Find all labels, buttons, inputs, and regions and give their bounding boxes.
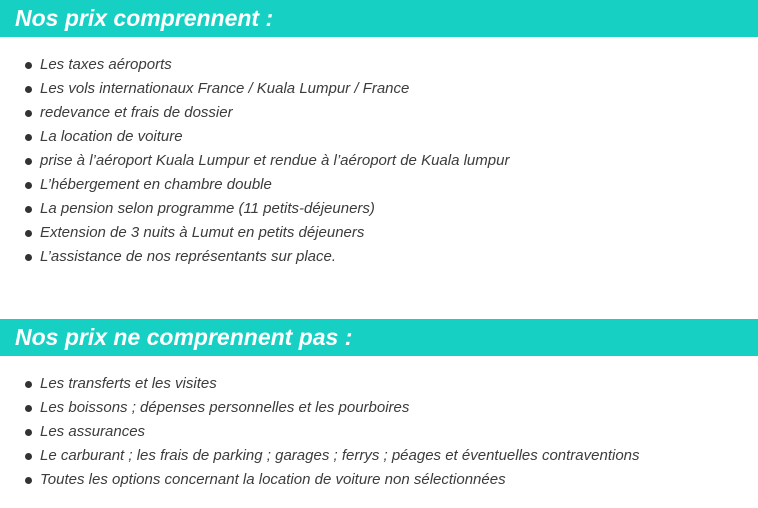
- bullet-icon: [25, 381, 32, 388]
- list-item-text: La pension selon programme (11 petits-déjeuners): [40, 200, 375, 217]
- list-item: [0, 197, 758, 221]
- list-item: [0, 245, 758, 269]
- list-item: [0, 149, 758, 173]
- excluded-section-title: Nos prix ne comprennent pas :: [0, 319, 758, 356]
- list-item-text: La location de voiture: [40, 128, 183, 145]
- included-list: [0, 53, 758, 269]
- bullet-icon: [25, 134, 32, 141]
- list-item-text: Toutes les options concernant la location de voiture non sélectionnées: [40, 471, 506, 488]
- bullet-icon: [25, 182, 32, 189]
- list-item: [0, 372, 758, 396]
- list-item-text: Les vols internationaux France / Kuala Lumpur / France: [40, 80, 410, 97]
- bullet-icon: [25, 477, 32, 484]
- bullet-icon: [25, 405, 32, 412]
- bullet-icon: [25, 230, 32, 237]
- list-item-text: L’hébergement en chambre double: [40, 176, 272, 193]
- list-item: [0, 420, 758, 444]
- list-item-text: redevance et frais de dossier: [40, 104, 233, 121]
- list-item-text: Les taxes aéroports: [40, 56, 172, 73]
- list-item: [0, 53, 758, 77]
- bullet-icon: [25, 429, 32, 436]
- list-item: [0, 221, 758, 245]
- list-item-text: Les transferts et les visites: [40, 375, 217, 392]
- list-item-text: Extension de 3 nuits à Lumut en petits déjeuners: [40, 224, 365, 241]
- list-item: [0, 444, 758, 468]
- bullet-icon: [25, 86, 32, 93]
- bullet-icon: [25, 158, 32, 165]
- list-item-text: prise à l’aéroport Kuala Lumpur et rendue à l’aéroport de Kuala lumpur: [40, 152, 510, 169]
- list-item-text: Les boissons ; dépenses personnelles et les pourboires: [40, 399, 410, 416]
- list-item: [0, 101, 758, 125]
- excluded-list: [0, 372, 758, 492]
- list-item: [0, 173, 758, 197]
- bullet-icon: [25, 254, 32, 261]
- list-item: [0, 468, 758, 492]
- list-item-text: L’assistance de nos représentants sur place.: [40, 248, 337, 265]
- list-item: [0, 77, 758, 101]
- included-section-title: Nos prix comprennent :: [0, 0, 758, 37]
- bullet-icon: [25, 453, 32, 460]
- list-item: [0, 396, 758, 420]
- bullet-icon: [25, 206, 32, 213]
- list-item-text: Les assurances: [40, 423, 146, 440]
- list-item: [0, 125, 758, 149]
- list-item-text: Le carburant ; les frais de parking ; garages ; ferrys ; péages et éventuelles contraventions: [40, 447, 640, 464]
- bullet-icon: [25, 62, 32, 69]
- bullet-icon: [25, 110, 32, 117]
